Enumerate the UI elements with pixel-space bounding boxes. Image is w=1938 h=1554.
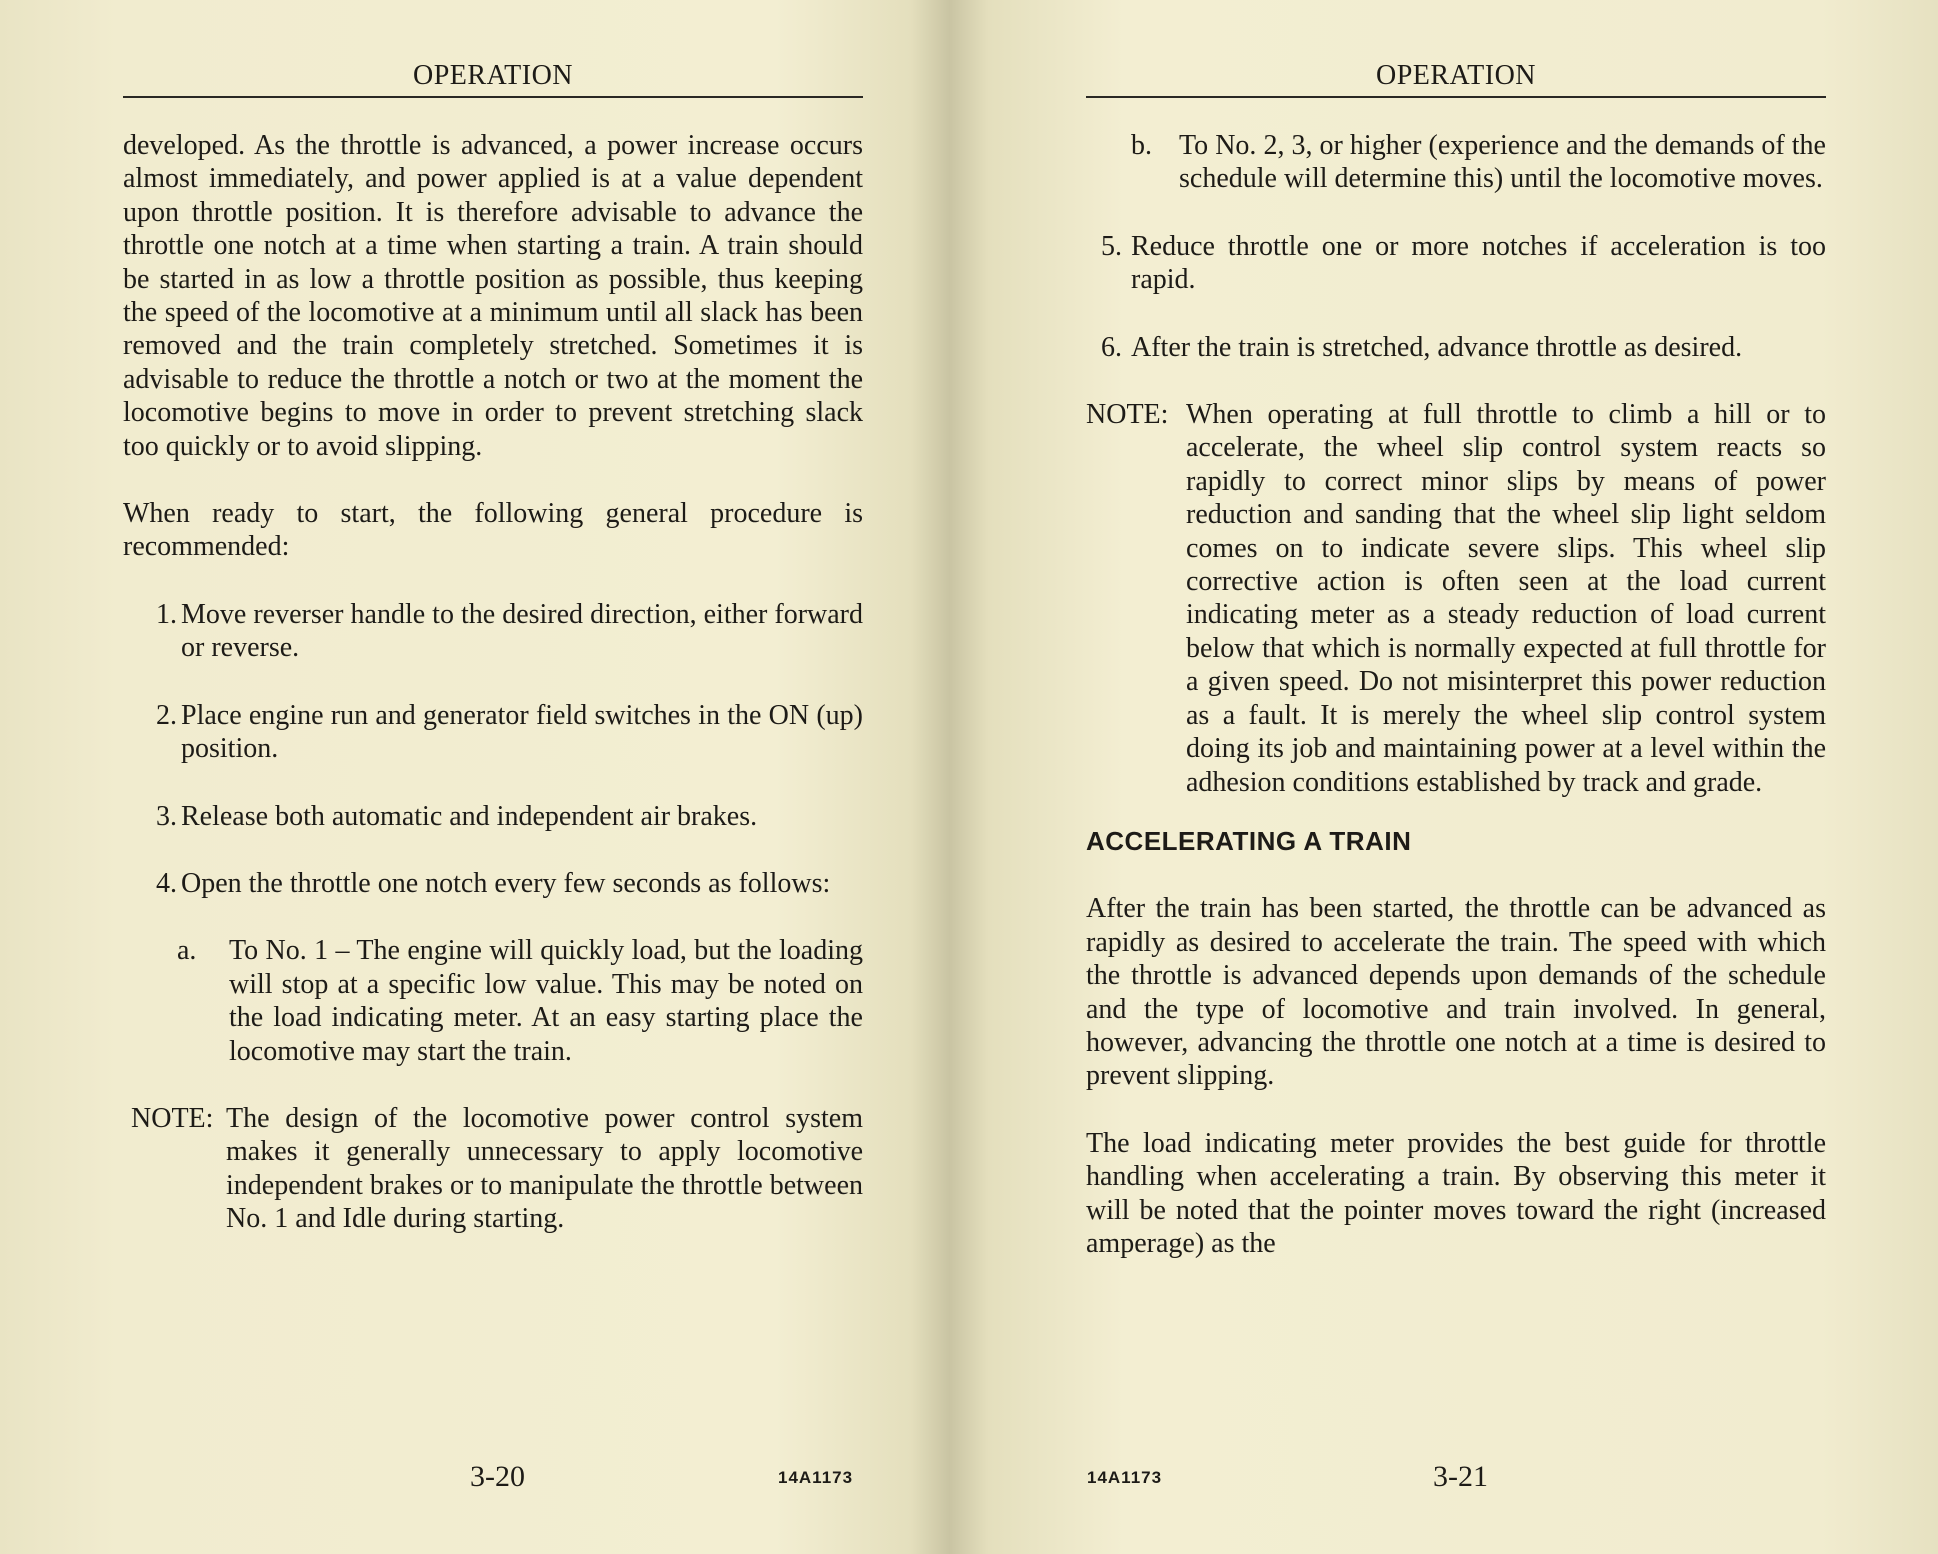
note: [1086, 398, 1826, 799]
note: [123, 1102, 863, 1236]
page-number: 3-20: [470, 1460, 525, 1493]
step-number: 5.: [1101, 230, 1122, 262]
note-label: NOTE:: [1086, 399, 1169, 431]
paragraph: developed. As the throttle is advanced, a power increase occurs almost immediately, and power applied is at a value dependent upon throttle position. It is therefore advisable to advance the throttle one notch at a time when starting a train. A train should be started in as low a throttle position as possible, thus keeping the speed of the locomotive at a minimum until all slack has been removed and the train completely stretched. Sometimes it is advisable to reduce the throttle a notch or two at the moment the locomotive begins to move in order to prevent stretching slack too quickly or to avoid slipping.: [123, 130, 863, 462]
running-head: OPERATION: [123, 60, 863, 98]
step-text: Release both automatic and independent air brakes.: [181, 800, 758, 832]
step-number: 6.: [1101, 331, 1122, 363]
right-page: [969, 0, 1938, 1554]
page-number: 3-21: [1433, 1460, 1488, 1493]
step-number: 1.: [156, 598, 177, 630]
section-heading: ACCELERATING A TRAIN: [1086, 825, 1412, 856]
paragraph: When ready to start, the following general procedure is recommended:: [123, 498, 863, 563]
list-item: [123, 699, 863, 766]
note-text: When operating at full throttle to climb a hill or to accelerate, the wheel slip control system reacts so rapidly to correct minor slips by means of power reduction and sanding that the wheel slip light seldom comes on to indicate severe slips. This wheel slip corrective action is often seen at the load current indicating meter as a steady reduction of load current below that which is normally expected at full throttle for a given speed. Do not misinterpret this power reduction as a fault. It is merely the wheel slip control system doing its job and maintaining power at a level within the adhesion conditions established by track and grade.: [1186, 399, 1826, 798]
sub-item: [123, 934, 863, 1068]
substep-text: To No. 1 – The engine will quickly load, but the loading will stop at a specific low value. This may be noted on the load indicating meter. At an easy starting place the locomotive may start the train.: [229, 935, 863, 1067]
list-item: [123, 800, 863, 833]
running-head: OPERATION: [1086, 60, 1826, 98]
step-text: After the train is stretched, advance throttle as desired.: [1131, 331, 1743, 363]
list-item: [123, 867, 863, 900]
step-number: 3.: [156, 800, 177, 832]
list-item: [123, 598, 863, 665]
document-code: 14A1173: [1087, 1468, 1163, 1487]
step-number: 2.: [156, 699, 177, 731]
step-number: 4.: [156, 867, 177, 899]
note-label: NOTE:: [131, 1102, 214, 1134]
paragraph: After the train has been started, the throttle can be advanced as rapidly as desired to accelerate the train. The speed with which the throttle is advanced depends upon demands of the schedule and the type of locomotive and train involved. In general, however, advancing the throttle one notch at a time is desired to prevent slipping.: [1086, 893, 1826, 1092]
document-code: 14A1173: [778, 1468, 854, 1487]
list-item: [1086, 230, 1826, 297]
sub-item: [1086, 129, 1826, 196]
note-text: The design of the locomotive power control system makes it generally unnecessary to apply locomotive independent brakes or to manipulate the throttle between No. 1 and Idle during starting.: [226, 1102, 863, 1235]
substep-letter: b.: [1131, 130, 1152, 161]
step-text: Place engine run and generator field switches in the ON (up) position.: [181, 699, 863, 765]
list-item: [1086, 331, 1826, 364]
substep-letter: a.: [177, 935, 197, 967]
substep-text: To No. 2, 3, or higher (experience and the demands of the schedule will determine this) until the locomotive moves.: [1179, 130, 1826, 195]
step-text: Open the throttle one notch every few seconds as follows:: [181, 867, 831, 899]
right-body: [1086, 129, 1826, 1260]
left-body: [123, 129, 863, 1236]
step-text: Move reverser handle to the desired direction, either forward or reverse.: [181, 598, 863, 664]
paragraph: The load indicating meter provides the best guide for throttle handling when accelerating a train. By observing this meter it will be noted that the pointer moves toward the right (increased amperage) as the: [1086, 1127, 1826, 1259]
step-text: Reduce throttle one or more notches if acceleration is too rapid.: [1131, 230, 1826, 296]
